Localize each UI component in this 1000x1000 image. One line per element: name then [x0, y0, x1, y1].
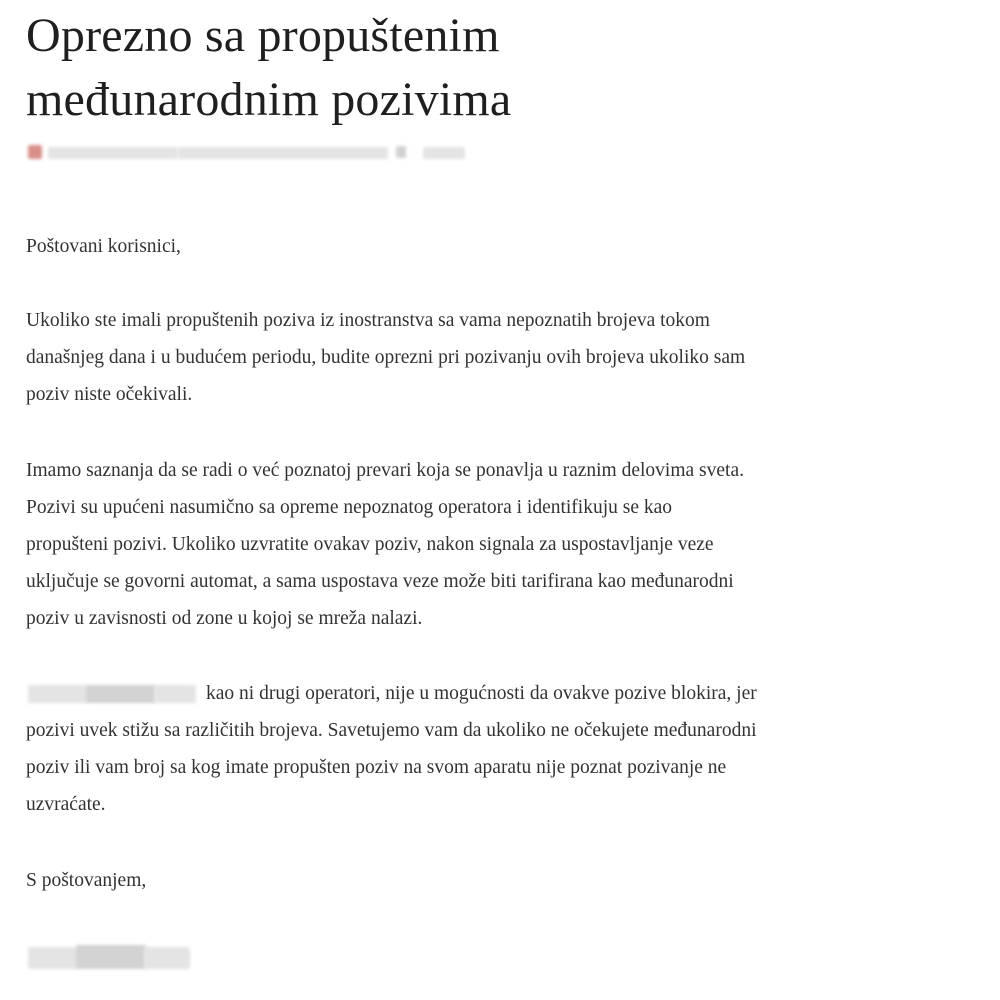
redaction-block [28, 947, 78, 969]
paragraph-3-line: kao ni drugi operatori, nije u mogućnosti da ovakve pozive blokira, jer [206, 683, 757, 704]
redacted-author-icon [28, 145, 42, 159]
paragraph-2-line: poziv u zavisnosti od zone u kojoj se mreža nalazi. [26, 608, 423, 629]
redacted-date [178, 147, 388, 159]
paragraph-3 [26, 675, 757, 823]
title-line-2: međunarodnim pozivima [26, 73, 512, 126]
redaction-block [76, 945, 146, 969]
paragraph-2-line: Pozivi su upućeni nasumično sa opreme nepoznatog operatora i identifikuju se kao [26, 497, 673, 518]
paragraph-3-line: poziv ili vam broj sa kog imate propušten poziv na svom aparatu nije poznat pozivanje ne [26, 757, 727, 778]
redacted-time [423, 147, 465, 159]
paragraph-2-line: uključuje se govorni automat, a sama uspostava veze može biti tarifirana kao međunarodni [26, 571, 734, 592]
redacted-signature [28, 943, 190, 973]
paragraph-1-line: današnjeg dana i u budućem periodu, budite oprezni pri pozivanju ovih brojeva ukoliko sam [26, 347, 746, 368]
paragraph-2-line: propušteni pozivi. Ukoliko uzvratite ovakav poziv, nakon signala za uspostavljanje veze [26, 534, 714, 555]
redaction-block [144, 947, 190, 969]
paragraph-2 [26, 452, 744, 637]
paragraph-2-line: Imamo saznanja da se radi o već poznatoj prevari koja se ponavlja u raznim delovima sveta. [26, 460, 744, 481]
redaction-block [28, 685, 88, 703]
paragraph-3-line: pozivi uvek stižu sa različitih brojeva. Savetujemo vam da ukoliko ne očekujete međunarodni [26, 720, 757, 741]
redaction-block [154, 685, 196, 703]
redacted-author-name [48, 147, 178, 159]
greeting [26, 228, 181, 265]
paragraph-1 [26, 302, 745, 413]
paragraph-1-line: Ukoliko ste imali propuštenih poziva iz inostranstva sa vama nepoznatih brojeva tokom [26, 310, 710, 331]
closing-text: S poštovanjem, [26, 870, 147, 891]
article-title [26, 4, 926, 132]
paragraph-1-line: poziv niste očekivali. [26, 384, 193, 405]
title-line-1: Oprezno sa propuštenim [26, 9, 500, 62]
paragraph-3-line: uzvraćate. [26, 794, 106, 815]
redacted-separator [396, 146, 406, 158]
closing [26, 862, 146, 899]
redaction-block [86, 685, 156, 703]
greeting-text: Poštovani korisnici, [26, 236, 181, 257]
redacted-operator-name [28, 685, 196, 703]
paragraph-3-first-line [26, 675, 757, 712]
redacted-meta-line [28, 145, 468, 161]
